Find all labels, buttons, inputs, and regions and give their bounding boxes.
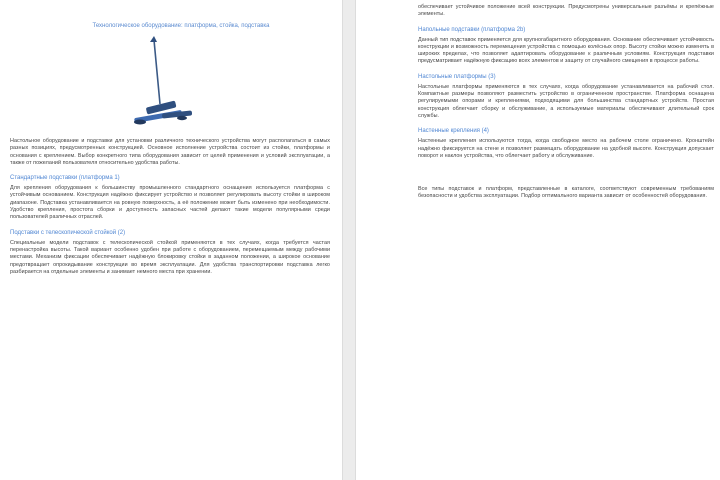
section-heading-4: Настольные платформы (3) xyxy=(418,73,496,80)
page-gutter xyxy=(342,0,356,480)
section-text-1: Для крепления оборудования к большинству промышленного стандартного оснащения используется платформа с устойчивым основанием. Конструкция надёжно фиксирует устройство и позволяет регулировать высоту стойки в широком диапазоне. Подставка устанавливается на ровную поверхность, а её положение может быть изменено при необходимости. Удобство крепления, простота сборки и доступность запасных частей делают такие модели популярными среди пользователей различных отраслей. xyxy=(10,185,330,221)
section-text-5: Настенные крепления используются тогда, когда свободное место на рабочем столе ограничено. Кронштейн надёжно фиксируется на стене и позволяет размещать оборудование на удобной высоте. Конструкция допускает поворот и наклон устройства, что облегчает работу и обслуживание. xyxy=(418,138,714,159)
section-heading-3: Напольные подставки (платформа 2b) xyxy=(418,26,526,33)
figure-stand-image xyxy=(10,32,340,132)
closing-paragraph: Все типы подставок и платформ, представленные в каталоге, соответствуют современным требованиям безопасности и удобства эксплуатации. Подбор оптимального варианта зависит от особенностей оборудования. xyxy=(418,186,714,200)
section-text-4: Настольные платформы применяются в тех случаях, когда оборудование устанавливается на рабочий стол. Компактные размеры позволяют разместить устройство в ограниченном пространстве. Платформа оснащена регулируемыми опорами и креплениями, подходящими для большинства стандартных устройств. Простая конструкция облегчает сборку и обслуживание, а используемые материалы обеспечивают длительный срок службы. xyxy=(418,83,714,119)
stand-illustration-icon xyxy=(122,34,222,132)
page-spacer xyxy=(418,160,714,186)
document-page-left xyxy=(0,0,342,480)
section-text-2: Специальные модели подставок с телескопической стойкой применяются в тех случаях, когда требуется частая перенастройка высоты. Такой вариант особенно удобен при работе с оборудованием, перемещаемым между рабочими местами. Механизм фиксации обеспечивает надёжную блокировку стойки в заданном положении, а широкое основание предотвращает опрокидывание конструкции во время эксплуатации. Для удобства транспортировки подставка легко разбирается на отдельные элементы и занимает немного места при хранении. xyxy=(10,239,330,275)
document-page-right xyxy=(356,0,720,480)
section-heading-5: Настенные крепления (4) xyxy=(418,128,489,135)
section-heading-2: Подставки с телескопической стойкой (2) xyxy=(10,229,126,236)
figure-caption: Технологическое оборудование: платформа, стойка, подставка xyxy=(92,23,270,29)
top-paragraph: обеспечивает устойчивое положение всей конструкции. Предусмотрены универсальные разъёмы и крепёжные элементы. xyxy=(418,4,714,18)
intro-paragraph: Настольное оборудование и подставки для установки различного технического устройства могут располагаться в самых разных позициях, предусмотренных конструкцией. Основное исполнение устройства состоит из стойки, платформы и основания с креплением. Выбор конкретного типа оборудования зависит от целей применения и условий эксплуатации, а также от пожеланий пользователя относительно удобства работы. xyxy=(10,138,330,166)
section-text-3: Данный тип подставок применяется для крупногабаритного оборудования. Основание обеспечивает устойчивость конструкции и возможность перемещения устройства с помощью колёсных опор. Высоту стойки можно изменять в широких пределах, что позволяет адаптировать оборудование к различным условиям. Конструкция подставки предусматривает надёжную фиксацию всех элементов и защиту от случайного смещения в процессе работы. xyxy=(418,36,714,65)
section-heading-1: Стандартные подставки (платформа 1) xyxy=(10,175,120,182)
